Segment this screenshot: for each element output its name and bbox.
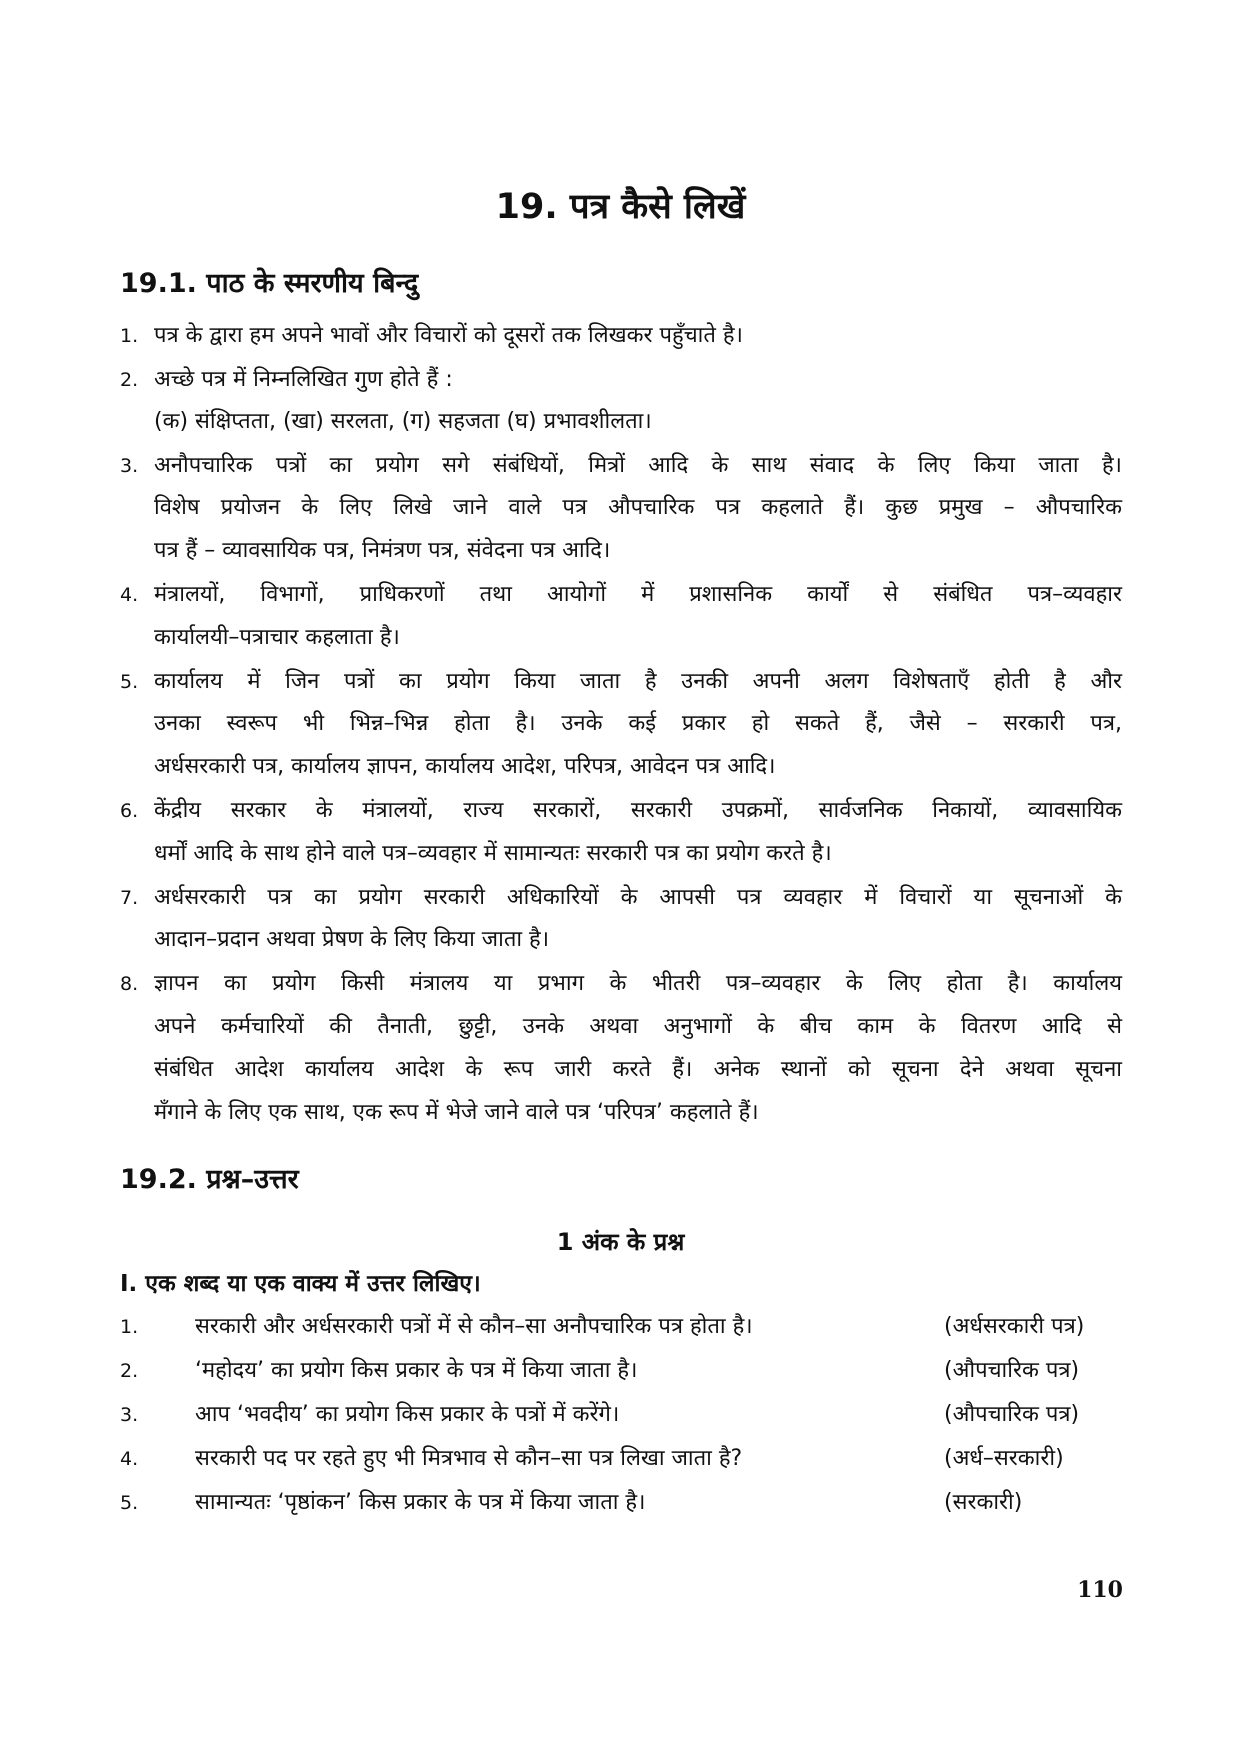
question-number: 1. <box>120 1316 139 1338</box>
question-answer: (अर्धसरकारी पत्र) <box>944 1314 1085 1339</box>
point-line: संबंधित आदेश कार्यालय आदेश के रूप जारी करते हैं। अनेक स्थानों को सूचना देने अथवा सूचना <box>154 1057 1122 1082</box>
point-number: 2. <box>120 369 139 391</box>
point-line: केंद्रीय सरकार के मंत्रालयों, राज्य सरकारों, सरकारी उपक्रमों, सार्वजनिक निकायों, व्यावसायिक <box>154 798 1122 823</box>
question-answer: (औपचारिक पत्र) <box>944 1358 1080 1383</box>
question-answer: (औपचारिक पत्र) <box>944 1402 1080 1427</box>
question-text: सामान्यतः ‘पृष्ठांकन’ किस प्रकार के पत्र में किया जाता है। <box>195 1490 646 1515</box>
point-line: अनौपचारिक पत्रों का प्रयोग सगे संबंधियों, मित्रों आदि के साथ संवाद के लिए किया जाता है। <box>154 453 1122 478</box>
point-number: 8. <box>120 973 139 995</box>
point-line: अर्धसरकारी पत्र का प्रयोग सरकारी अधिकारियों के आपसी पत्र व्यवहार में विचारों या सूचनाओं के <box>154 885 1122 910</box>
point-number: 4. <box>120 584 139 606</box>
question-number: 2. <box>120 1360 139 1382</box>
point-number: 3. <box>120 455 139 477</box>
point-line: मँगाने के लिए एक साथ, एक रूप में भेजे जाने वाले पत्र ‘परिपत्र’ कहलाते हैं। <box>154 1100 759 1125</box>
point-number: 6. <box>120 800 139 822</box>
question-text: सरकारी और अर्धसरकारी पत्रों में से कौन–सा अनौपचारिक पत्र होता है। <box>195 1314 753 1339</box>
marks-subheading: 1 अंक के प्रश्न <box>556 1228 685 1256</box>
point-line: अपने कर्मचारियों की तैनाती, छुट्टी, उनके अथवा अनुभागों के बीच काम के वितरण आदि से <box>154 1014 1122 1039</box>
question-number: 3. <box>120 1404 139 1426</box>
point-line: पत्र के द्वारा हम अपने भावों और विचारों को दूसरों तक लिखकर पहुँचाते है। <box>154 323 743 348</box>
question-instruction: I. एक शब्द या एक वाक्य में उत्तर लिखिए। <box>120 1271 481 1297</box>
point-line: अच्छे पत्र में निम्नलिखित गुण होते हैं : <box>154 367 453 392</box>
question-number: 4. <box>120 1448 139 1470</box>
point-line: (क) संक्षिप्तता, (खा) सरलता, (ग) सहजता (घ) प्रभावशीलता। <box>154 409 652 434</box>
point-line: मंत्रालयों, विभागों, प्राधिकरणों तथा आयोगों में प्रशासनिक कार्यों से संबंधित पत्र–व्यवहार <box>154 582 1122 607</box>
question-text: ‘महोदय’ का प्रयोग किस प्रकार के पत्र में किया जाता है। <box>195 1358 638 1383</box>
point-line: अर्धसरकारी पत्र, कार्यालय ज्ञापन, कार्यालय आदेश, परिपत्र, आवेदन पत्र आदि। <box>154 754 776 779</box>
point-number: 5. <box>120 671 139 693</box>
page-number: 110 <box>1077 1577 1123 1603</box>
question-number: 5. <box>120 1492 139 1514</box>
point-line: कार्यालय में जिन पत्रों का प्रयोग किया जाता है उनकी अपनी अलग विशेषताएँ होती है और <box>154 669 1122 694</box>
point-line: कार्यालयी–पत्राचार कहलाता है। <box>154 625 400 650</box>
point-line: विशेष प्रयोजन के लिए लिखे जाने वाले पत्र औपचारिक पत्र कहलाते हैं। कुछ प्रमुख – औपचारिक <box>154 495 1122 520</box>
section-heading-questions: 19.2. प्रश्न–उत्तर <box>120 1164 299 1195</box>
point-line: धर्मों आदि के साथ होने वाले पत्र–व्यवहार में सामान्यतः सरकारी पत्र का प्रयोग करते है। <box>154 841 832 866</box>
chapter-title: 19. पत्र कैसे लिखें <box>495 187 746 227</box>
question-answer: (सरकारी) <box>944 1490 1023 1515</box>
point-line: उनका स्वरूप भी भिन्न–भिन्न होता है। उनके कई प्रकार हो सकते हैं, जैसे – सरकारी पत्र, <box>154 711 1122 736</box>
point-line: ज्ञापन का प्रयोग किसी मंत्रालय या प्रभाग के भीतरी पत्र–व्यवहार के लिए होता है। कार्यालय <box>154 971 1122 996</box>
question-answer: (अर्ध–सरकारी) <box>944 1446 1064 1471</box>
question-text: आप ‘भवदीय’ का प्रयोग किस प्रकार के पत्रों में करेंगे। <box>195 1402 620 1427</box>
point-number: 7. <box>120 887 139 909</box>
question-text: सरकारी पद पर रहते हुए भी मित्रभाव से कौन–सा पत्र लिखा जाता है? <box>195 1446 743 1471</box>
point-line: आदान–प्रदान अथवा प्रेषण के लिए किया जाता है। <box>154 927 550 952</box>
point-line: पत्र हैं – व्यावसायिक पत्र, निमंत्रण पत्र, संवेदना पत्र आदि। <box>154 538 611 563</box>
point-number: 1. <box>120 325 139 347</box>
section-heading-remember-points: 19.1. पाठ के स्मरणीय बिन्दु <box>120 268 419 299</box>
